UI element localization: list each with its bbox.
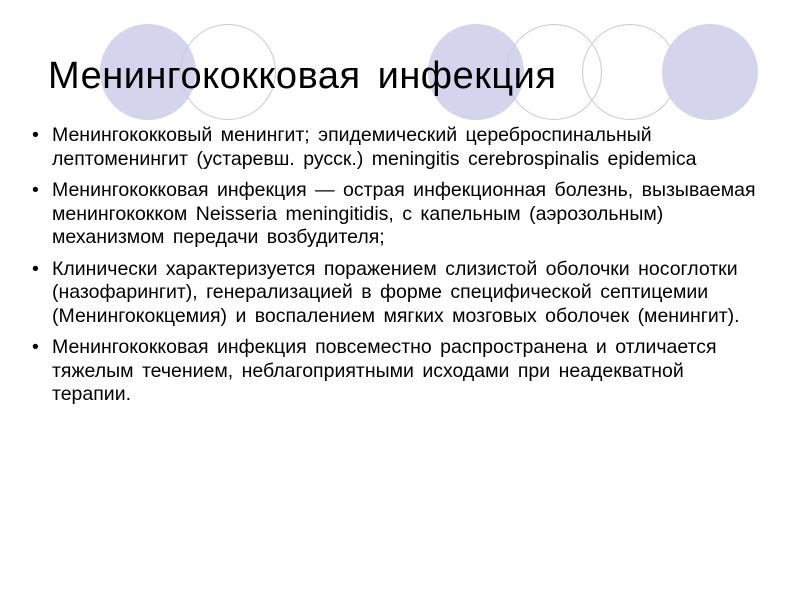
slide-title: Менингококковая инфекция (48, 55, 557, 97)
bullet-item: • Клинически характеризуется поражением слизистой оболочки носоглотки (назофарингит), генерализацией в форме специфической септицемии (Менингококцемия) и воспалением мягких мозговых оболочек (менингит). (32, 258, 762, 329)
bullet-item: • Менингококковый менингит; эпидемический цереброспинальный лептоменингит (устаревш. русск.) meningitis cerebrospinalis epidemica (32, 124, 762, 171)
bullet-list (32, 124, 762, 415)
bullet-item: • Менингококковая инфекция повсеместно распространена и отличается тяжелым течением, неблагоприятными исходами при неадекватной терапии. (32, 336, 762, 407)
decorative-circle-filled (662, 24, 758, 120)
bullet-item: • Менингококковая инфекция — острая инфекционная болезнь, вызываемая менингококком Neisseria meningitidis, с капельным (аэрозольным) механизмом передачи возбудителя; (32, 179, 762, 250)
